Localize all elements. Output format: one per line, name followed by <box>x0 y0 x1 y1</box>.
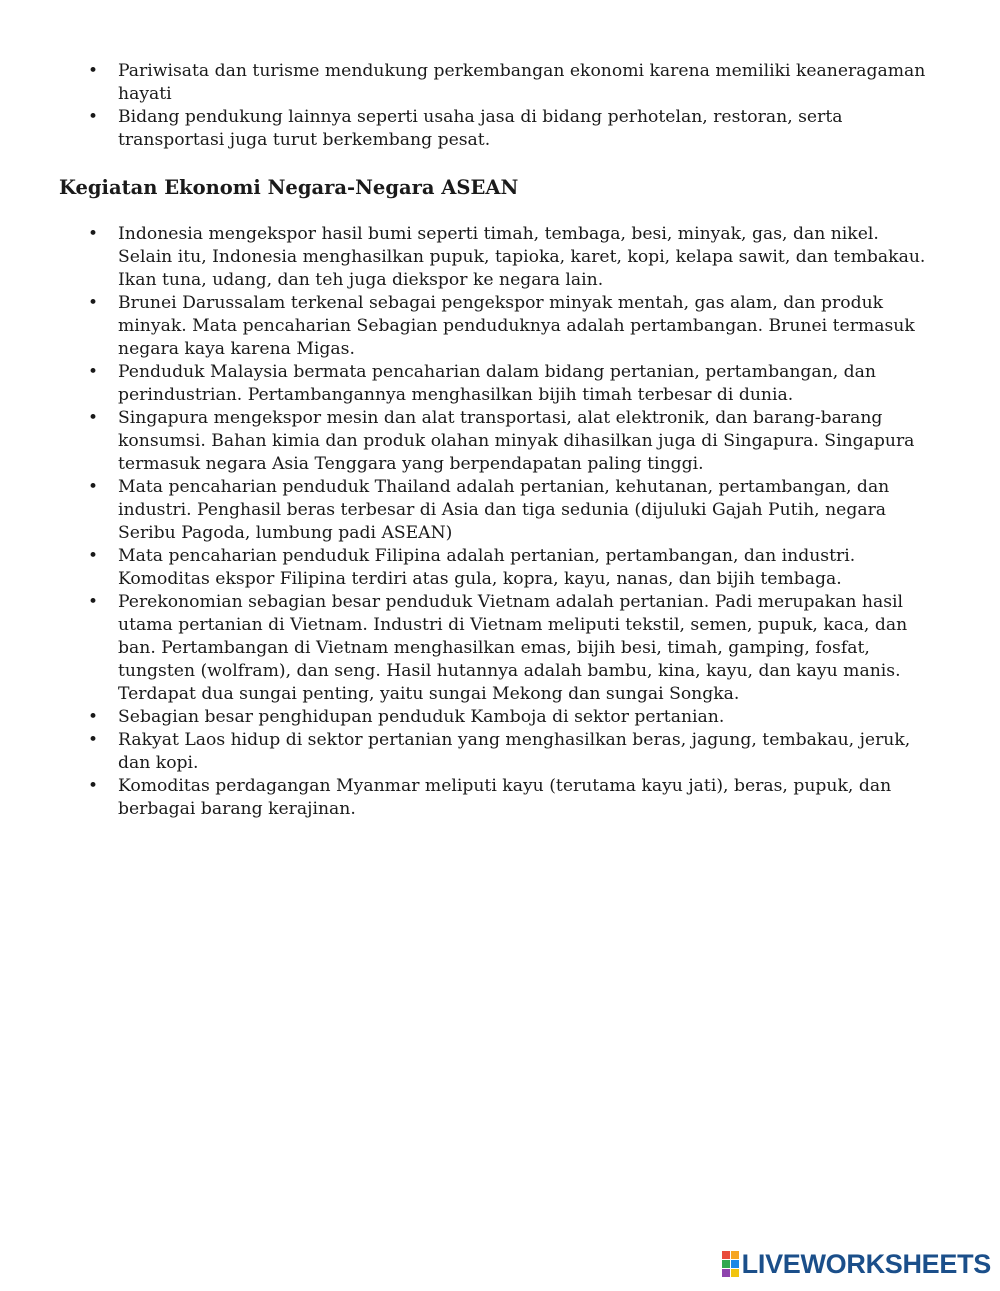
bullet-dot: • <box>88 293 99 313</box>
list-item <box>88 775 938 821</box>
logo-text: LIVEWORKSHEETS <box>741 1249 991 1279</box>
list-item <box>88 106 938 152</box>
logo-block <box>722 1260 730 1268</box>
bullet-dot: • <box>88 776 99 796</box>
list-item-text: Rakyat Laos hidup di sektor pertanian yang menghasilkan beras, jagung, tembakau, jeruk, dan kopi. <box>118 730 911 773</box>
list-item-text: Perekonomian sebagian besar penduduk Vietnam adalah pertanian. Padi merupakan hasil utama pertanian di Vietnam. Industri di Vietnam meliputi tekstil, semen, pupuk, kaca, dan ban. Pertambangan di Vietnam menghasilkan emas, bijih besi, timah, gamping, fosfat, tungsten (wolfram), dan seng. Hasil hutannya adalah bambu, kina, kayu, dan kayu manis. Terdapat dua sungai penting, yaitu sungai Mekong dan sungai Songka. <box>118 592 908 704</box>
list-item <box>88 706 938 729</box>
list-item <box>88 591 938 706</box>
list-item-text: Bidang pendukung lainnya seperti usaha jasa di bidang perhotelan, restoran, serta transportasi juga turut berkembang pesat. <box>118 107 843 150</box>
logo-blocks-icon <box>722 1251 739 1277</box>
list-item <box>88 545 938 591</box>
list-item-text: Sebagian besar penghidupan penduduk Kamboja di sektor pertanian. <box>118 707 725 727</box>
bullet-dot: • <box>88 592 99 612</box>
list-item <box>88 60 938 106</box>
logo-block <box>731 1269 739 1277</box>
bullet-dot: • <box>88 61 99 81</box>
list-item-text: Penduduk Malaysia bermata pencaharian dalam bidang pertanian, pertambangan, dan perindustrian. Pertambangannya menghasilkan bijih timah terbesar di dunia. <box>118 362 876 405</box>
logo-block <box>722 1269 730 1277</box>
list-item <box>88 729 938 775</box>
section-heading: Kegiatan Ekonomi Negara-Negara ASEAN <box>59 176 519 199</box>
list-item-text: Komoditas perdagangan Myanmar meliputi kayu (terutama kayu jati), beras, pupuk, dan berbagai barang kerajinan. <box>118 776 892 819</box>
bullet-dot: • <box>88 408 99 428</box>
tourism-bullet-list <box>88 60 938 152</box>
list-item-text: Mata pencaharian penduduk Thailand adalah pertanian, kehutanan, pertambangan, dan industri. Penghasil beras terbesar di Asia dan tiga sedunia (dijuluki Gajah Putih, negara Seribu Pagoda, lumbung padi ASEAN) <box>118 477 890 543</box>
list-item-text: Indonesia mengekspor hasil bumi seperti timah, tembaga, besi, minyak, gas, dan nikel. Selain itu, Indonesia menghasilkan pupuk, tapioka, karet, kopi, kelapa sawit, dan tembakau. Ikan tuna, udang, dan teh juga diekspor ke negara lain. <box>118 224 926 290</box>
list-item-text: Mata pencaharian penduduk Filipina adalah pertanian, pertambangan, dan industri. Komoditas ekspor Filipina terdiri atas gula, kopra, kayu, nanas, dan bijih tembaga. <box>118 546 856 589</box>
bullet-dot: • <box>88 107 99 127</box>
bullet-dot: • <box>88 224 99 244</box>
asean-economy-bullet-list <box>88 223 938 821</box>
bullet-dot: • <box>88 362 99 382</box>
list-item-text: Brunei Darussalam terkenal sebagai pengekspor minyak mentah, gas alam, dan produk minyak. Mata pencaharian Sebagian penduduknya adalah pertambangan. Brunei termasuk negara kaya karena Migas. <box>118 293 915 359</box>
list-item-text: Pariwisata dan turisme mendukung perkembangan ekonomi karena memiliki keaneragaman hayati <box>118 61 926 104</box>
list-item <box>88 223 938 292</box>
bullet-dot: • <box>88 730 99 750</box>
list-item <box>88 361 938 407</box>
list-item <box>88 476 938 545</box>
bullet-dot: • <box>88 477 99 497</box>
logo-block <box>722 1251 730 1259</box>
logo-block <box>731 1260 739 1268</box>
list-item-text: Singapura mengekspor mesin dan alat transportasi, alat elektronik, dan barang-barang konsumsi. Bahan kimia dan produk olahan minyak dihasilkan juga di Singapura. Singapura termasuk negara Asia Tenggara yang berpendapatan paling tinggi. <box>118 408 915 474</box>
list-item <box>88 292 938 361</box>
logo-block <box>731 1251 739 1259</box>
liveworksheets-logo <box>722 1249 991 1279</box>
bullet-dot: • <box>88 707 99 727</box>
list-item <box>88 407 938 476</box>
bullet-dot: • <box>88 546 99 566</box>
